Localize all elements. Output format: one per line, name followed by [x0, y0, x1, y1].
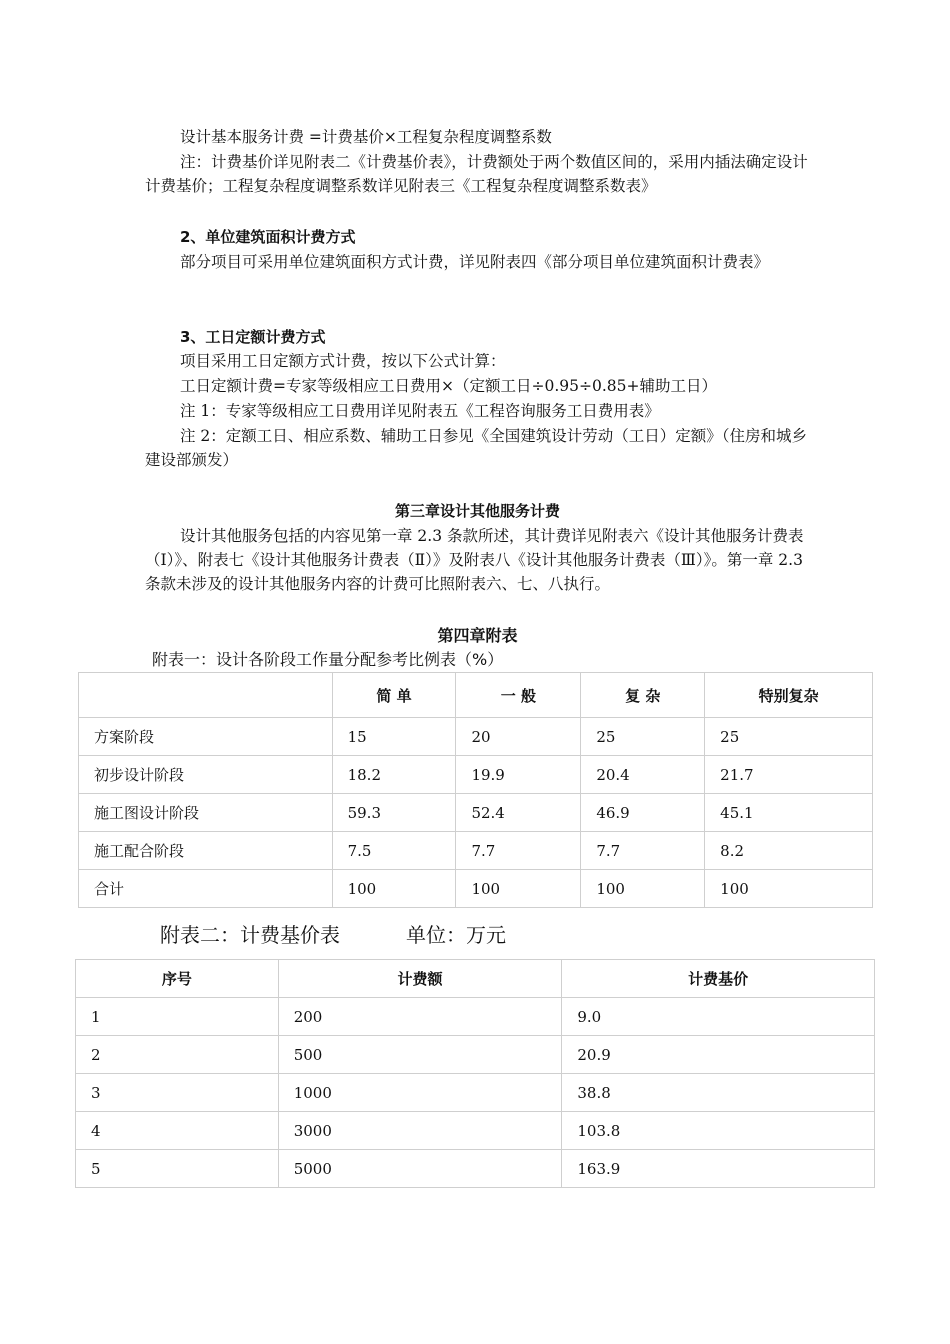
table-cell: 21.7: [705, 756, 873, 794]
table-row: [79, 794, 873, 832]
table-cell: 100: [332, 870, 456, 908]
table-cell: 100: [456, 870, 581, 908]
table-cell: 施工配合阶段: [79, 832, 333, 870]
table-cell: 15: [332, 718, 456, 756]
table-cell: 46.9: [581, 794, 705, 832]
table-row: [76, 1074, 875, 1112]
table-cell: 7.7: [581, 832, 705, 870]
table-cell: 20: [456, 718, 581, 756]
table-row: [76, 1112, 875, 1150]
table2-caption: 附表二：计费基价表: [160, 923, 340, 947]
table-row: [79, 870, 873, 908]
table-header-cell: 一 般: [456, 673, 581, 718]
table-cell: 7.5: [332, 832, 456, 870]
table-cell: 100: [705, 870, 873, 908]
table-cell: 200: [278, 998, 562, 1036]
table2-unit: 单位：万元: [406, 923, 506, 947]
table-row: [76, 1150, 875, 1188]
table-cell: 103.8: [562, 1112, 875, 1150]
workday-note1: 注 1：专家等级相应工日费用详见附表五《工程咨询服务工日费用表》: [180, 402, 660, 420]
table-cell: 5000: [278, 1150, 562, 1188]
table-header-row: [76, 960, 875, 998]
table-header-cell: 简 单: [332, 673, 456, 718]
table-header-row: [79, 673, 873, 718]
workday-heading: 3、工日定额计费方式: [180, 328, 326, 346]
table-cell: 25: [581, 718, 705, 756]
table-cell: 8.2: [705, 832, 873, 870]
table-row: [79, 756, 873, 794]
table-cell: 方案阶段: [79, 718, 333, 756]
table-cell: 59.3: [332, 794, 456, 832]
table-row: [76, 998, 875, 1036]
chapter3-title: 第三章设计其他服务计费: [394, 502, 560, 520]
table-cell: 25: [705, 718, 873, 756]
workday-formula: 工日定额计费=专家等级相应工日费用×（定额工日÷0.95÷0.85+辅助工日）: [180, 377, 717, 395]
chapter4-title: 第四章附表: [437, 626, 518, 645]
workday-line1: 项目采用工日定额方式计费，按以下公式计算：: [180, 352, 506, 370]
table-cell: 20.4: [581, 756, 705, 794]
table-cell: 1: [76, 998, 279, 1036]
formula-line: 设计基本服务计费 =计费基价×工程复杂程度调整系数: [180, 128, 552, 146]
table-header-cell: 计费基价: [562, 960, 875, 998]
table-cell: 3000: [278, 1112, 562, 1150]
base-price-table: [75, 959, 875, 1188]
table-header-cell: 复 杂: [581, 673, 705, 718]
table-cell: 5: [76, 1150, 279, 1188]
table1-caption: 附表一：设计各阶段工作量分配参考比例表（%）: [152, 650, 504, 669]
table-header-cell: 计费额: [278, 960, 562, 998]
table-cell: 4: [76, 1112, 279, 1150]
table-cell: 1000: [278, 1074, 562, 1112]
table-row: [79, 718, 873, 756]
table-header-cell: 序号: [76, 960, 279, 998]
table-row: [76, 1036, 875, 1074]
table-cell: 3: [76, 1074, 279, 1112]
table-cell: 100: [581, 870, 705, 908]
table-cell: 合计: [79, 870, 333, 908]
table-row: [79, 832, 873, 870]
table-cell: 7.7: [456, 832, 581, 870]
table-header-cell: 特别复杂: [705, 673, 873, 718]
table-cell: 500: [278, 1036, 562, 1074]
table-cell: 45.1: [705, 794, 873, 832]
unit-area-heading: 2、单位建筑面积计费方式: [180, 228, 356, 246]
table-cell: 9.0: [562, 998, 875, 1036]
unit-area-text: 部分项目可采用单位建筑面积方式计费，详见附表四《部分项目单位建筑面积计费表》: [180, 253, 770, 271]
table-cell: 38.8: [562, 1074, 875, 1112]
base-price-note: 注：计费基价详见附表二《计费基价表》，计费额处于两个数值区间的，采用内插法确定设计计费基价；工程复杂程度调整系数详见附表三《工程复杂程度调整系数表》: [145, 153, 808, 195]
table-cell: 施工图设计阶段: [79, 794, 333, 832]
table-cell: 18.2: [332, 756, 456, 794]
workload-ratio-table: [78, 672, 873, 908]
chapter3-text: 设计其他服务包括的内容见第一章 2.3 条款所述，其计费详见附表六《设计其他服务计费表（Ⅰ）》、附表七《设计其他服务计费表（Ⅱ）》及附表八《设计其他服务计费表（Ⅲ）》。第一章 2.3 条款未涉及的设计其他服务内容的计费可比照附表六、七、八执行。: [145, 527, 804, 593]
table-cell: 20.9: [562, 1036, 875, 1074]
table-header-cell: [79, 673, 333, 718]
workday-note2: 注 2：定额工日、相应系数、辅助工日参见《全国建筑设计劳动（工日）定额》（住房和城乡建设部颁发）: [145, 427, 808, 469]
table-cell: 163.9: [562, 1150, 875, 1188]
table-cell: 52.4: [456, 794, 581, 832]
table-cell: 初步设计阶段: [79, 756, 333, 794]
table-cell: 19.9: [456, 756, 581, 794]
table-cell: 2: [76, 1036, 279, 1074]
